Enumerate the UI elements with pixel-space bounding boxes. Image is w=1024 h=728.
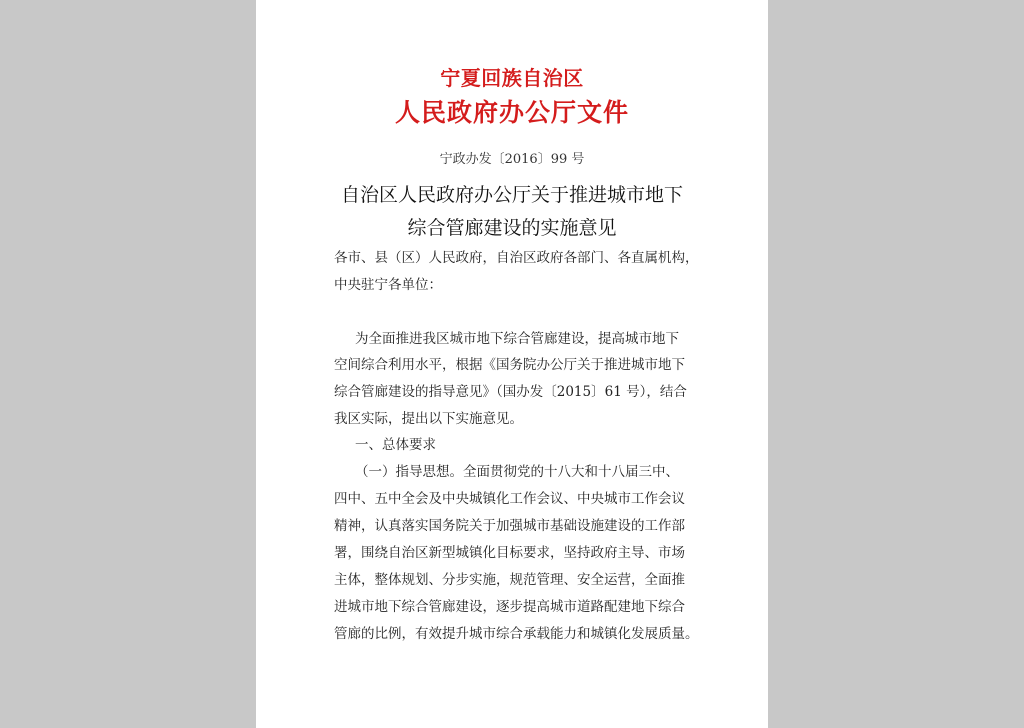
- paragraph-line: 四中、五中全会及中央城镇化工作会议、中央城市工作会议: [334, 491, 685, 507]
- paragraph-line: 综合管廊建设的指导意见》（国办发〔2015〕61 号），结合: [334, 384, 687, 400]
- paragraph-line: 进城市地下综合管廊建设，逐步提高城市道路配建地下综合: [334, 599, 685, 615]
- paragraph-line: 署，围绕自治区新型城镇化目标要求，坚持政府主导、市场: [334, 545, 685, 561]
- section-heading: 一、总体要求: [355, 437, 436, 453]
- addressee-line: 中央驻宁各单位：: [334, 277, 442, 293]
- document-title-line2: 综合管廊建设的实施意见: [407, 217, 617, 239]
- document-title-line1: 自治区人民政府办公厅关于推进城市地下: [340, 184, 683, 206]
- paragraph-line: 精神，认真落实国务院关于加强城市基础设施建设的工作部: [334, 518, 685, 534]
- addressee-line: 各市、县（区）人民政府，自治区政府各部门、各直属机构，: [334, 250, 699, 266]
- paragraph-line: 为全面推进我区城市地下综合管廊建设，提高城市地下: [355, 331, 679, 347]
- paragraph-line: 空间综合利用水平，根据《国务院办公厅关于推进城市地下: [334, 357, 685, 373]
- issuing-agency-line1: 宁夏回族自治区: [440, 66, 584, 90]
- issuing-agency-line2: 人民政府办公厅文件: [394, 98, 629, 127]
- document-number: 宁政办发〔2016〕99 号: [439, 152, 585, 167]
- document-page: [256, 0, 768, 728]
- paragraph-line: 管廊的比例，有效提升城市综合承载能力和城镇化发展质量。: [334, 626, 699, 642]
- paragraph-line: （一）指导思想。全面贯彻党的十八大和十八届三中、: [355, 464, 679, 480]
- paragraph-line: 主体，整体规划、分步实施，规范管理、安全运营，全面推: [334, 572, 685, 588]
- paragraph-line: 我区实际，提出以下实施意见。: [334, 411, 523, 427]
